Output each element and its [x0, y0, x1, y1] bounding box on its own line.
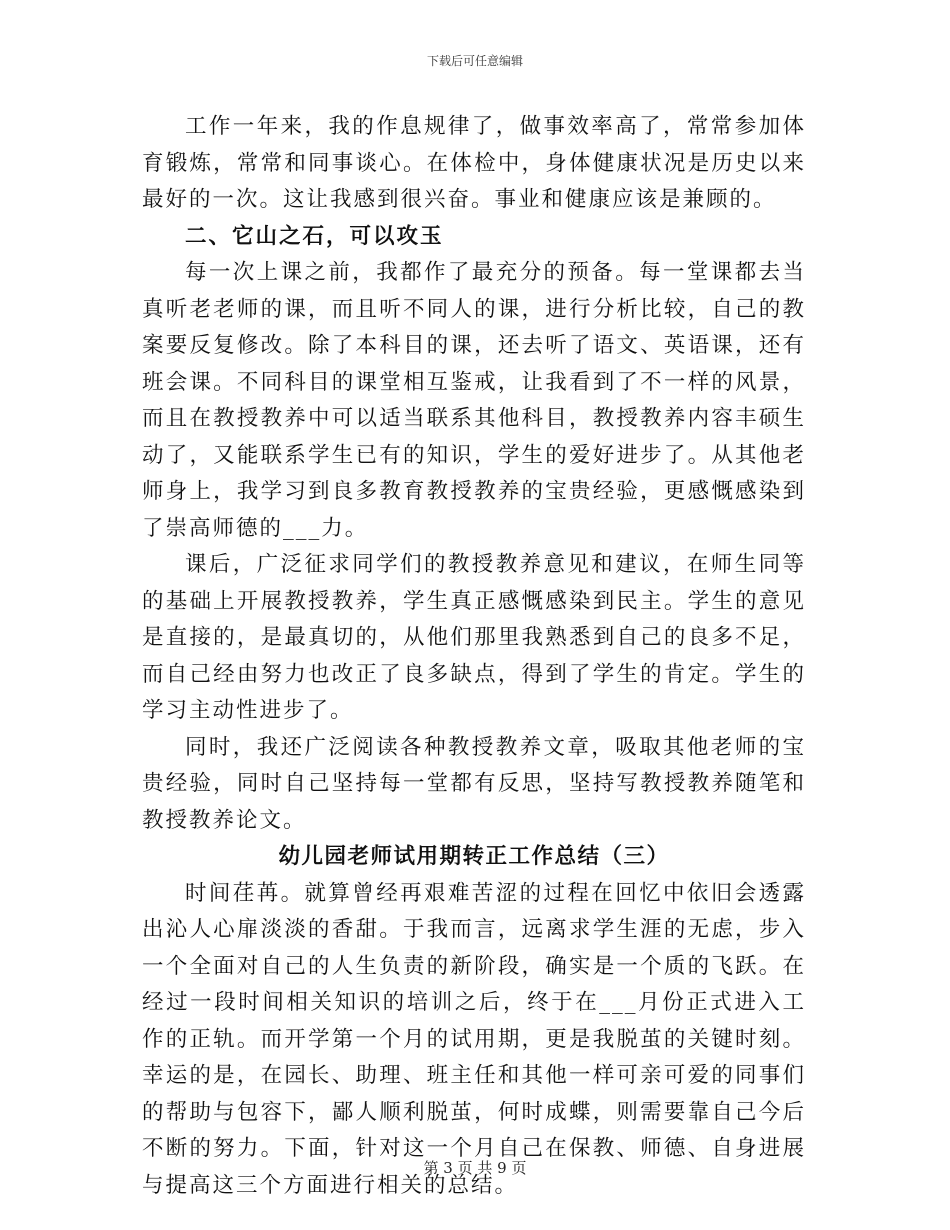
- page-header: 下载后可任意编辑: [426, 54, 523, 68]
- paragraph-feedback: 课后，广泛征求同学们的教授教养意见和建议，在师生同等的基础上开展教授教养，学生真正感慨感染到民主。学生的意见是直接的，是最真切的，从他们那里我熟悉到自己的良多不足，而自己经由努力也改正了良多缺点，得到了学生的肯定。学生的学习主动性进步了。: [142, 552, 806, 723]
- paragraph-reading: 同时，我还广泛阅读各种教授教养文章，吸取其他老师的宝贵经验，同时自己坚持每一堂都有反思，坚持写教授教养随笔和教授教养论文。: [142, 734, 806, 833]
- paragraph-health: 工作一年来，我的作息规律了，做事效率高了，常常参加体育锻炼，常常和同事谈心。在体检中，身体健康状况是历史以来最好的一次。这让我感到很兴奋。事业和健康应该是兼顾的。: [142, 114, 806, 212]
- page-footer: 第 3 页 共 9 页: [423, 1159, 527, 1177]
- document-body: [142, 109, 806, 1204]
- section-title-3: 幼儿园老师试用期转正工作总结（三）: [278, 844, 670, 869]
- paragraph-preparation: 每一次上课之前，我都作了最充分的预备。每一堂课都去当真听老老师的课，而且听不同人的课，进行分析比较，自己的教案要反复修改。除了本科目的课，还去听了语文、英语课，还有班会课。不同科目的课堂相互鉴戒，让我看到了不一样的风景，而且在教授教养中可以适当联系其他科目，教授教养内容丰硕生动了，又能联系学生已有的知识，学生的爱好进步了。从其他老师身上，我学习到良多教育教授教养的宝贵经验，更感慨感染到了崇高师德的___力。: [142, 260, 806, 541]
- paragraph-probation: 时间荏苒。就算曾经再艰难苦涩的过程在回忆中依旧会透露出沁人心扉淡淡的香甜。于我而言，远离求学生涯的无虑，步入一个全面对自己的人生负责的新阶段，确实是一个质的飞跃。在经过一段时间相关知识的培训之后，终于在___月份正式进入工作的正轨。而开学第一个月的试用期，更是我脱茧的关键时刻。幸运的是，在园长、助理、班主任和其他一样可亲可爱的同事们的帮助与包容下，鄙人顺利脱茧，何时成蝶，则需要靠自己今后不断的努力。下面，针对这一个月自己在保教、师德、自身进展与提高这三个方面进行相关的总结。: [142, 880, 806, 1198]
- section-heading-2: 二、它山之石，可以攻玉: [185, 223, 444, 249]
